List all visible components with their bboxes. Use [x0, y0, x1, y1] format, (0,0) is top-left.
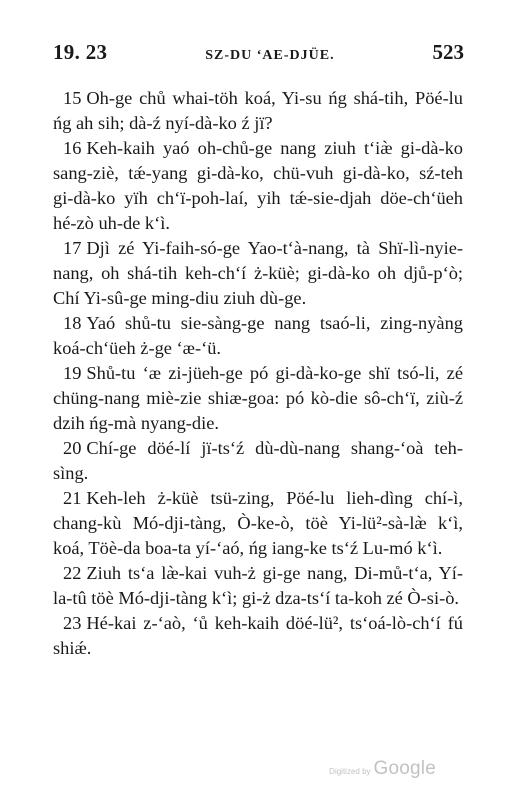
verse-number: 21 [63, 488, 82, 508]
verse-text: Yaó shů-tu sie-sàng-ge nang tsaó-li, zing-nyàng koá-ch‘üeh ż-ge ‘æ-‘ü. [53, 313, 463, 358]
book-title: SZ-DU ‘AE-DJÜE. [205, 48, 335, 63]
verse-22 [53, 561, 463, 611]
verse-15 [53, 86, 463, 136]
verse-text: Keh-kaih yaó oh-chů-ge nang ziuh t‘iæ̀ gi-dà-ko sang-ziè, tǽ-yang gi-dà-ko, chü-vuh gi-dà-ko, sź-teh gi-dà-ko yïh ch‘ï-poh-laí, yih tǽ-sie-djah döe-ch‘üeh hé-zò uh-de k‘ì. [53, 138, 463, 233]
verse-20 [53, 436, 463, 486]
verse-number: 17 [63, 238, 82, 258]
google-logo: Google [373, 758, 436, 779]
verse-number: 23 [63, 613, 82, 633]
verse-text: Djì zé Yi-faih-só-ge Yao-t‘à-nang, tà Shï-lì-nyie-nang, oh shá-tih keh-ch‘í ż-küè; gi-dà-ko oh djů-p‘ò; Chí Yi-sû-ge ming-diu ziuh dù-ge. [53, 238, 463, 308]
digitized-by-watermark [329, 758, 436, 780]
verse-number: 22 [63, 563, 82, 583]
chapter-verse-reference: 19. 23 [53, 40, 108, 64]
verse-17 [53, 236, 463, 311]
verse-16 [53, 136, 463, 236]
verse-number: 16 [63, 138, 82, 158]
verse-text: Ziuh ts‘a læ̀-kai vuh-ż gi-ge nang, Di-mů-t‘a, Yí-la-tû töè Mó-dji-tàng k‘ì; gi-ż dza-ts‘í ta-koh zé Ò-si-ò. [53, 563, 463, 608]
verse-21 [53, 486, 463, 561]
verse-text: Oh-ge chů whai-töh koá, Yi-su ńg shá-tih, Pöé-lu ńg ah sih; dà-ź nyí-dà-ko ź jï? [53, 88, 463, 133]
verse-number: 20 [63, 438, 82, 458]
running-header [53, 40, 464, 70]
verse-number: 18 [63, 313, 82, 333]
verse-text: Keh-leh ż-küè tsü-zing, Pöé-lu lieh-dìng chí-ì, chang-kù Mó-dji-tàng, Ò-ke-ò, töè Yi-lü²-sà-læ̀ k‘ì, koá, Töè-da boa-ta yí-‘aó, ńg iang-ke ts‘ź Lu-mó k‘ì. [53, 488, 463, 558]
verse-number: 19 [63, 363, 82, 383]
verse-text-body [53, 86, 463, 661]
verse-text: Hé-kai z-‘aò, ‘ů keh-kaih döé-lü², ts‘oá-lò-ch‘í fú shiǽ. [53, 613, 463, 658]
verse-18 [53, 311, 463, 361]
page-number: 523 [432, 40, 464, 64]
verse-text: Shů-tu ‘æ zi-jüeh-ge pó gi-dà-ko-ge shï tsó-li, zé chüng-nang miè-zie shiæ-goa: pó kò-die sô-ch‘ï, ziù-ź dzih ńg-mà nyang-die. [53, 363, 463, 433]
verse-text: Chí-ge döé-lí jï-ts‘ź dù-dù-nang shang-‘oà teh-sìng. [53, 438, 463, 483]
verse-19 [53, 361, 463, 436]
digitized-label: Digitized by [329, 767, 371, 776]
verse-23 [53, 611, 463, 661]
verse-number: 15 [63, 88, 82, 108]
